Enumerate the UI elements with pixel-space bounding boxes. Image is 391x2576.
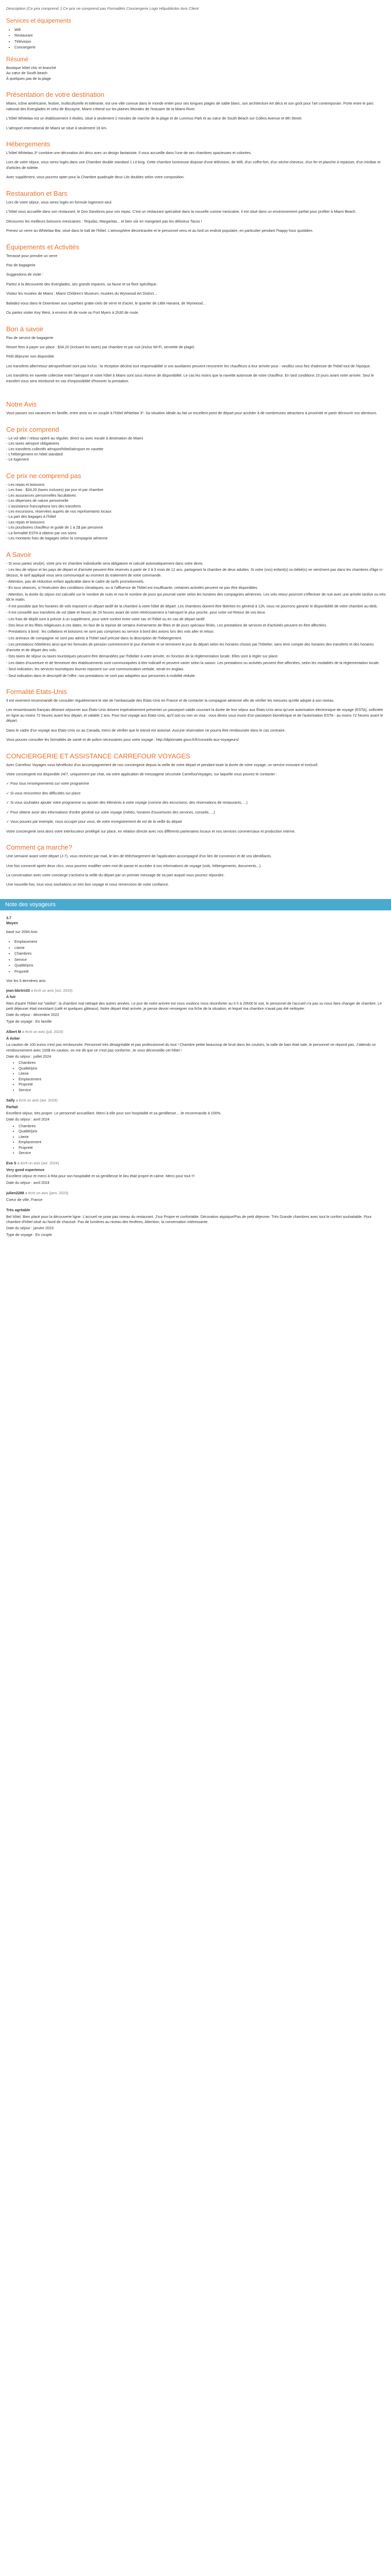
paragraph: ✓ Si vous rencontrez des difficultés sur place — [6, 790, 81, 795]
paragraph: Les ressortissants français désirant séjourner aux États-Unis doivent impérativement présenter un passeport valide couvrant la durée de leur séjour aux États-Unis ainsi qu'une autorisation électronique de voyage (ESTA), sollicitée en ligne au moins 72 heures avant leur départ, et valable 2 ans. Pour tout voyage aux Etats-Unis, qu'il soit ou non un visa : vous devez vous munir d'un passeport biométrique et de l'autorisation ESTA - au moins 72 heures avant le départ. — [6, 707, 383, 723]
services-list — [6, 27, 386, 50]
reviews-count-link[interactable]: Voir les 5 dernières avis — [6, 978, 46, 984]
list-item: - L'assistance francophone lors des transferts — [6, 503, 81, 509]
review-title: Très agréable — [6, 1208, 30, 1213]
review-header — [6, 1191, 386, 1196]
review-item — [6, 1161, 386, 1185]
resume-line: Boutique hôtel chic et branché — [6, 65, 56, 70]
paragraph: - Il est possible que les horaires de vols imposent un départ tardif de la chambre à votre hôtel de départ. Les chambres doivent être libérées en général à 12h, nous ne pourrons garantir le disponibilité de votre chambre au-delà. — [6, 603, 378, 608]
list-item: - Les assurances personnelles facultatives — [6, 493, 76, 498]
review-author: jean-bbrtrn33 — [6, 988, 30, 993]
criteria-item: • Qualité/prix — [19, 1129, 386, 1134]
list-item: - Le vol aller / retour opéré au régulier, direct ou avec escale à destination de Miami — [6, 435, 143, 440]
list-item: - La part des bagages à l'hôtel — [6, 514, 56, 519]
paragraph: Lors de votre séjour, vous serez logés dans une Chambre double standard 1 Lit king. Cette chambre lumineuse dispose d'une télévision, de Wifi, d'un coffre-fort, d'un sèche-cheveux, d'un fer et planche à repasser, d'un minibar et d'articles de toilette. — [6, 160, 381, 170]
prix-ne-comprend-heading: Ce prix ne comprend pas — [6, 471, 82, 480]
paragraph: Il est vivement recommandé de consulter régulièrement le site de l'ambassade des Etats-Unis en France et de contacter la compagnie aérienne afin de vérifier les mesures qu'elle adopte à son niveau. — [6, 698, 335, 703]
review-meta: a écrit un avis (juil. 2024) — [22, 1029, 63, 1035]
review-text: Excellent séjour et merci à Rita pour son hospitalité et sa gentillesse le lieu était propre et calme. Merci pour tout !!! — [6, 1174, 195, 1179]
list-item: - Les pourboires chauffeur et guide de 1 à 2$ par personne — [6, 525, 103, 530]
review-title: Very good experience — [6, 1167, 45, 1172]
paragraph: ✓ Pour obtenir avoir des informations d'ordre général sur votre voyage (météo, horaires d'ouvertures des services, conseils, ...) — [6, 809, 215, 815]
review-text: La caution de 100 euros n'est pas remboursée. Personnel très désagréable et pas professionnel du tout ! Chambre petite beaucoup de bruit dans les couloirs, la salle de bain était sale, le personnel ne répond pas. J'attends un remboursement avec 100$ en caution, on me dit que ce n'est pas conforme. Je vous déconseille cet hôtel ! — [6, 1042, 376, 1053]
paragraph: - Seul indication, les services touristiques fournis reposent sur une communication verbale, serait en anglais. — [6, 667, 185, 672]
resume-heading: Résumé — [6, 56, 28, 63]
list-item: - Les frais : $34,20 (taxes incluses) par jour et par chambre — [6, 487, 104, 493]
paragraph: ✓ Pour tous renseignements sur votre programme — [6, 781, 89, 786]
paragraph: Petit déjeuner non disponible — [6, 354, 54, 359]
review-meta: a écrit un avis (janv. 2023) — [25, 1191, 69, 1196]
review-title: A fuir — [6, 994, 16, 999]
paragraph: Ou partez visiter Key West, à environ 4h de route ou Fort Myers à 2h30 de route. — [6, 310, 139, 315]
paragraph: Avec supplément, vous pourrez opter pour la Chambre quadruple deux Lits doubles selon votre composition. — [6, 175, 185, 180]
score-label: Moyen — [6, 921, 18, 926]
review-author: Albert M — [6, 1029, 21, 1035]
review-date: Date du séjour : juillet 2024 — [6, 1054, 52, 1059]
reviews-list — [6, 988, 386, 1238]
paragraph: Vous pouvez consulter les formalités de santé et de police nécessaires pour votre voyage : http://diplomatie.gouv.fr/fr/conseils-aux-voyageurs/ — [6, 737, 239, 742]
based-on: basé sur 2094 Avis — [6, 929, 38, 934]
paragraph: - Il est conseillé aux transferts de vol (date et heure) de 24 heures avant de votre rétrécissement à l'aéroport le plus proche, pour votre vol Retour de vos lieux. — [6, 610, 266, 615]
paragraph: Resort fees à payer sur place : $34,20 (incluant les taxes) par chambre et par nuit (inclus Wi-Fi, serviette de plage) — [6, 345, 194, 349]
paragraph: Avec Carrefour Voyages vous bénéficiez d'un accompagnement de nos conciergerie depuis la veille de votre départ et pendant toute la durée de votre voyage, un service innovant et exclusif. — [6, 762, 318, 767]
a-savoir-heading: A Savoir — [6, 550, 31, 558]
paragraph: Une fois connecté après deux clics, vous pourrez modifier votre mot de passe et accéder à vos informations de voyage (vols, hébergements, documents...). — [6, 863, 262, 868]
review-header — [6, 1098, 386, 1103]
review-text: Coeur de ville, France — [6, 1197, 43, 1202]
review-meta: a écrit un avis (avr. 2024) — [17, 1161, 59, 1166]
paragraph: Vous passez vos vacances en famille, entre amis ou en couple à l'hôtel Whitelaw 3*. Sa situation idéale au fait un excellent point de départ pour accéder à de nombreuses attractions à proximité et partir découvrir vos alentours. — [6, 411, 378, 416]
notes-band: Note des voyageurs — [0, 899, 391, 910]
presentation-heading: Présentation de votre destination — [6, 91, 105, 99]
list-item: - L'hébergement en hôtel standard — [6, 451, 63, 456]
paragraph: La conversation avec votre concierge s'activera la veille du départ par un premier message de sa part auquel vous pourrez répondre. — [6, 872, 225, 877]
paragraph: - Les dates d'ouverture et de fermeture des établissements sont communiquées à titre indicatif et peuvent varier selon la saison. Les prestations ou activités peuvent être affectées, selon les modalités de la réglementation locale. — [6, 660, 380, 665]
paragraph: - Les prestations hôtelières ainsi que les formules de pension commencent le jour d'arrivée et se terminent le jour du départ selon les horaires choisis par l'hôtelier, sans tenir compte des horaires des transferts et des horaires d'arrivée et de départ des vols. — [6, 642, 374, 652]
review-header — [6, 1161, 386, 1166]
prix-comprend-heading: Ce prix comprend — [6, 425, 59, 433]
conciergerie-heading: CONCIERGERIE ET ASSISTANCE CARREFOUR VOYAGES — [6, 752, 190, 760]
score — [6, 916, 386, 921]
list-item: • Conciergerie — [14, 44, 386, 50]
paragraph: Une semaine avant votre départ (J-7), vous recevrez par mail, le lien de téléchargement de l'application accompagné d'un lien de connexion et de vos identifiants. — [6, 854, 272, 859]
restauration-heading: Restauration et Bars — [6, 189, 68, 197]
criteria-item: • Literie — [19, 1134, 386, 1140]
criteria-item: • Propreté — [19, 1145, 386, 1150]
paragraph: Terrasse pour prendre un verre — [6, 253, 58, 258]
review-date: Date du séjour : décembre 2022 — [6, 1012, 59, 1018]
paragraph: - Si vous partez seul(e), votre prix en chambre individuelle sera obligatoire et calculé automatiquement dans votre devis. — [6, 561, 204, 566]
criteria-item: • Chambres — [19, 1124, 386, 1129]
list-item: - Les transferts collectifs aéroport/hôtel/aéroport en navette — [6, 446, 104, 451]
review-item — [6, 1098, 386, 1156]
paragraph: Une nouvelle fois, tous vous souhaitons un très bon voyage et nous remercions de votre confiance. — [6, 882, 169, 887]
paragraph: Baladez-vous dans le Downtown aux superbes gratte-ciels de verre et d'acier, le quartier de Little Havana, de Wynwood... — [6, 300, 206, 306]
criteria-item: • Service — [19, 1088, 386, 1093]
paragraph: Prenez un verre au Whitelaw Bar, situé dans le hall de l'hôtel. L'atmosphère décontractée et le personnel venu et au lord un endroit populaire, en particulier pendant l'happy hour quotidien. — [6, 228, 314, 233]
paragraph: - Les frais de dépôt sont à prévoir à un supplément, pour votre confort entre votre sac et l'hôtel ou en cas de départ tardif. — [6, 616, 206, 621]
review-text: Rien d'autre l'hôtel est "vieillot", la chambre mal rattrapé des autres années. Le jour de notre arrivée est nous voulions nous réconforter au 5 h à 20h00 le soir, le personnel de l'accueil n'a pas su nous faire changer de chambre. Le petit déjeuner était inexistant (café et quelques gâteaux). Notre départ était arrivée, je pense devoir renseigner ma fiche de la situation, et lequel ma chambre n'avait pas été nettoyée. — [6, 1001, 382, 1011]
paragraph: L'hôtel Whitelaw 3* combine une décoration Art déco avec un design fantaisiste. Il vous accueille dans l'une de ses chambres spacieuses et colorées. — [6, 150, 252, 155]
paragraph: Les transferts en navette collective entre l'aéroport et votre hôtel à Miami sont sous réserve de disponibilité. Le cas les moins que la navette autoroute de votre chauffeur. En tard conditions 15 jours avant votre arrivée. Seul le transfert vous sera reimbursé en cas d'impossibilité d'honorer la prestation. — [6, 373, 374, 383]
score-value: 3.7 — [6, 915, 11, 920]
paragraph: L'hôtel vous accueille dans son restaurant, le Don Sandoros pour vos repas. C'est un restaurant spécialisé dans la nouvelle cuisine mexicaine, il est situé dans un environnement parfait pour profiter à Miami Beach. — [6, 209, 356, 214]
paragraph: - Attention, la durée du séjour est calculée sur le nombre de nuits et non le nombre de jours qui pourrait varier selon les horaires des compagnies aériennes. Les vols retour pourront s'effectuer de nuit avec une arrivée tardive ou très tôt le matin. — [6, 591, 386, 602]
paragraph: Dans le cadre d'un voyage aux Etats-Unis ou au Canada, merci de vérifier que le transit est autorisé. Aucune réservation ne pourra être remboursée dans le cas contraire. — [6, 727, 286, 733]
services-heading: Services et équipements — [6, 18, 71, 24]
paragraph: Miami, icône américaine, festive, multiculturelle et tolérante, est une ville connue dans le monde entier pour ses longues plages de sable blanc, son architecture Art déco et son goût pour l'art contemporain. Porte entre le parc national des Everglades et celui de Biscayne, Miami s'étend sur les plaines littorales de l'estuaire de la Miami River. — [6, 101, 374, 111]
paragraph: - Des lieux et les fêtes religieuses à ces dates, en faut de la reprise de certains événements de fêtes et de jours spéciaux fériés. Les prestations de services et d'activités peuvent en être affectées. — [6, 623, 328, 628]
criteria-item: • Qualité/prix — [14, 962, 386, 969]
resume-line: À quelques pas de la plage — [6, 76, 51, 81]
paragraph: Découvrez les meilleurs boissons mexicaines : Tequilas, Margaritas... et bien sûr en mangeant pas les délicieux Tacos ! — [6, 218, 202, 224]
list-item: - Les taxes aéroport obligatoires — [6, 441, 59, 446]
review-author: julien2288 — [6, 1191, 24, 1196]
criteria-item: • Propreté — [14, 969, 386, 975]
review-date: Date du séjour : avril 2024 — [6, 1117, 50, 1122]
paragraph: - Les animaux de compagnie ne sont pas admis à l'hôtel sauf précisé dans la description de l'hébergement. — [6, 635, 183, 640]
paragraph: Pas de service de bagagerie — [6, 335, 54, 340]
review-item — [6, 1191, 386, 1202]
resume-line: Au cœur de South beach — [6, 71, 47, 76]
intro-line: Description (Ce prix comprend :) Ce prix ne comprend pas Formalités Conciergerie Logo Hôpublicitor Avis Client — [6, 6, 199, 11]
paragraph: Visitez les musées de Miami : Miami Children's Museum, musées du Wynwood Art District... — [6, 291, 157, 296]
paragraph: Pas de bagagerie — [6, 262, 36, 267]
review-text: Excellent séjour, très propre. Le personnel accueillant. Merci à elle pour son hospitalité et sa gentillesse... Je recommande à 100%. — [6, 1110, 222, 1115]
hebergements-heading: Hébergements — [6, 140, 51, 148]
review-author: Sally — [6, 1098, 15, 1103]
criteria-item: • Chambres — [14, 951, 386, 957]
criteria-item: • Emplacement — [19, 1077, 386, 1082]
bon-savoir-heading: Bon à savoir — [6, 325, 44, 333]
paragraph: Suggestions de visite : — [6, 272, 43, 277]
review-meta: a écrit un avis (avr. 2024) — [15, 1098, 58, 1103]
equipements-heading: Équipements et Activités — [6, 243, 79, 251]
review-date: Date du séjour : avril 2024 — [6, 1180, 50, 1185]
paragraph: Votre conciergerie est disponible 24/7, uniquement par chat, via votre application de messagerie sécurisée CarrefourVoyages, sur laquelle vous pouvez le contacter : — [6, 772, 277, 776]
paragraph: ✓ Si vous souhaitez ajouter votre programme ou ajouter des éléments à votre voyage (comme des excursions, des réservations de restaurants, ...) — [6, 800, 248, 805]
list-item: - Les dépenses de nature personnelle — [6, 498, 69, 503]
paragraph: L'hôtel Whitelaw est un établissement 3 étoiles, situé à seulement 2 minutes de marche de la plage et de Lummus Park et au cœur de South Beach sur Collins Avenue et 8th Street. — [6, 116, 303, 121]
comment-heading: Comment ça marche? — [6, 843, 72, 852]
review-title: Parfait — [6, 1104, 18, 1109]
list-item: • Télévision — [14, 39, 386, 45]
criteria-item: • Literie — [19, 1071, 386, 1076]
review-item — [6, 1029, 386, 1093]
list-item: - Les montants frais de bagages selon la compagnie aérienne — [6, 536, 108, 541]
review-criteria — [6, 1124, 386, 1156]
list-item: • Wifi — [14, 27, 386, 33]
criteria-item: • Qualité/prix — [19, 1066, 386, 1071]
formalite-heading: Formalité Etats-Unis — [6, 687, 67, 696]
notre-avis-heading: Notre Avis — [6, 400, 37, 409]
paragraph: - En tous séances, si l'exécution des conditions climatiques, ou si l'affluence de l'hôtel est insuffisante, certaines activités peuvent ne pas être disponibles. — [6, 585, 258, 590]
review-type: Type de voyage : En couple — [6, 1232, 52, 1237]
review-type: Type de voyage : En famille — [6, 1019, 52, 1024]
list-item: - La formalité ESTA à obtenir par vos soins — [6, 530, 77, 535]
criteria-item: • Emplacement — [14, 939, 386, 945]
paragraph: Votre conciergerie sera alors votre interlocuteur privilégié sur place, en relation directe avec nos différents partenaires locaux et nos services commerciaux et production interne. — [6, 828, 296, 834]
list-item: - Les excursions, réservées auprès de nos représentants locaux — [6, 509, 112, 514]
review-meta: a écrit un avis (oct. 2024) — [30, 988, 73, 993]
paragraph: Les transferts aller/retour aéroport/hotel sont pas inclus : la réception décline tout responsabilité si vos auxiliaires peuvent rencontrer les chauffeurs à leur arrivée pour - veuillez vous fiez d'adresse de l'hôtel tout de l'époque. — [6, 363, 371, 368]
paragraph: - Des taxes de séjour ou taxes touristiques peuvent être demandées par l'hôtelier à votre arrivée, en fonction de la réglementation locale. Elles sont à régler sur place. — [6, 654, 279, 659]
criteria-item: • Service — [19, 1150, 386, 1156]
review-title: À éviter — [6, 1036, 20, 1041]
paragraph: Partez à la découverte des Everglades, ses grands espaces, sa faune et sa flore spécifique. — [6, 281, 157, 286]
review-item — [6, 1208, 386, 1238]
review-text: Bel hôtel. Bien placé pour la découverte ligne. L'accueil ne pose pas niveau du restaurant. J'sur Propre et confortable. Décoration atypique/Pas de petit déjeuner. Très Grande chambres avec tout le confort souhaitable. Pour chambre d'hôtel situé au Nord de chaussé. Pas de lumières au niveau des fenêtres, Attention, la conversation intéressante. — [6, 1214, 372, 1224]
list-item: - Les repas et boissons — [6, 482, 45, 487]
criteria-item: • Literie — [14, 945, 386, 951]
list-item: • Restaurant — [14, 32, 386, 39]
review-criteria — [6, 1060, 386, 1093]
review-header — [6, 1029, 386, 1035]
criteria-list — [6, 939, 386, 974]
criteria-item: • Chambres — [19, 1060, 386, 1065]
paragraph: - Attention, pas de réduction enfant applicable dans le cadre de tarifs promotionnels. — [6, 579, 144, 584]
review-date: Date du séjour : janvier 2023 — [6, 1226, 54, 1231]
paragraph: - Les lieu de séjour et les pays de départ et d'arrivée peuvent être réservés à partir de 2 à 3 mois de 12 ans, partageant la chambre de deux adultes. Si votre (vos) enfant(s) ou bébé(s) ne vient/nent pas dans les chambres d'âge ci-dessus, le tarif appliqué vous sera communiqué au moment du traitement de votre commande. — [6, 567, 384, 578]
list-item: - Le logement — [6, 457, 29, 462]
paragraph: - Prestations à bord : les collations et boissons ne sont pas comprises au service à bord des avions lors des vols aller et retour. — [6, 629, 215, 634]
paragraph: Lors de votre séjour, vous serez logés en formule logement seul. — [6, 199, 112, 205]
criteria-item: • Propreté — [19, 1082, 386, 1087]
criteria-item: • Emplacement — [19, 1140, 386, 1145]
paragraph: ✓ Vous pouvez par exemple, nous occuper pour vous, de votre enregistrement de vol de la veille du départ — [6, 819, 182, 824]
review-author: Eva S — [6, 1161, 17, 1166]
review-header — [6, 988, 386, 993]
criteria-item: • Service — [14, 957, 386, 963]
paragraph: - Seul indication dans le descriptif de l'offre, nos prestations ne sont pas adaptées aux personnes à mobilité réduite. — [6, 673, 196, 678]
paragraph: L'aéroport international de Miami se situe à seulement 16 km. — [6, 125, 107, 130]
page — [0, 0, 391, 1253]
review-item — [6, 988, 386, 1025]
list-item: - Les repas et boissons — [6, 519, 45, 524]
